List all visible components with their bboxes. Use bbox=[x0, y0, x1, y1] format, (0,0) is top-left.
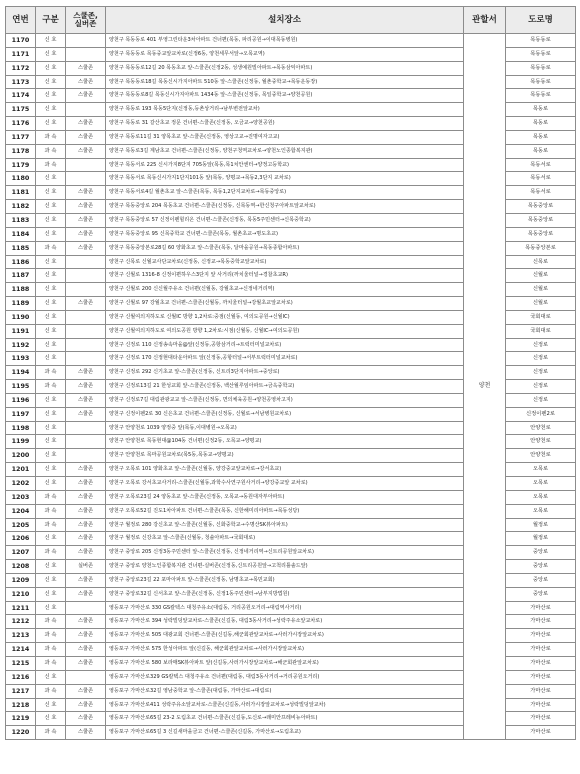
row-road: 안양천로 bbox=[506, 435, 576, 449]
row-scope: 스쿨존 bbox=[66, 130, 106, 144]
row-scope: 스쿨존 bbox=[66, 587, 106, 601]
row-location: 양천구 중앙로32길 신서초교 앞-스쿨존(신정동, 신정1동주민센터→남부지방법원) bbox=[106, 587, 464, 601]
row-id: 1184 bbox=[6, 227, 36, 241]
row-id: 1204 bbox=[6, 504, 36, 518]
row-scope: 스쿨존 bbox=[66, 75, 106, 89]
row-type: 과 속 bbox=[36, 629, 66, 643]
row-road: 목동동로 bbox=[506, 61, 576, 75]
row-location: 영등포구 가마산로 505 대광교회 건너편-스쿨존(신길동,해군회관앞교차로→사러가시장앞교차로) bbox=[106, 629, 464, 643]
row-scope bbox=[66, 421, 106, 435]
row-scope bbox=[66, 283, 106, 297]
row-location: 양천구 오목로52길 진도1차아파트 건너편-스쿨존(목동, 신한해미리아파트→목동성당) bbox=[106, 504, 464, 518]
row-road: 신정이펜2로 bbox=[506, 407, 576, 421]
row-type: 신 호 bbox=[36, 532, 66, 546]
row-scope bbox=[66, 158, 106, 172]
row-road: 가마산로 bbox=[506, 684, 576, 698]
row-road: 월정로 bbox=[506, 532, 576, 546]
row-location: 양천구 목동서로 목동신시가지1단지101동 앞(목동, 양평교→목동2,3단지 교차로) bbox=[106, 172, 464, 186]
row-id: 1213 bbox=[6, 629, 36, 643]
row-scope: 스쿨존 bbox=[66, 186, 106, 200]
row-road: 목동동로 bbox=[506, 89, 576, 103]
header-road: 도로명 bbox=[506, 7, 576, 34]
row-id: 1210 bbox=[6, 587, 36, 601]
row-id: 1196 bbox=[6, 393, 36, 407]
row-location: 양천구 목동동로 목동중교앞교차로(신정6동, 양천세무서앞→오목교역) bbox=[106, 47, 464, 61]
row-id: 1216 bbox=[6, 670, 36, 684]
row-scope: 스쿨존 bbox=[66, 726, 106, 740]
row-location: 양천구 신월로 97 강월초교 건너편-스쿨존(신월동, 까치울터널→강월초교앞교차로) bbox=[106, 297, 464, 311]
row-scope bbox=[66, 172, 106, 186]
row-id: 1212 bbox=[6, 615, 36, 629]
row-road: 가마산로 bbox=[506, 656, 576, 670]
camera-location-table bbox=[5, 6, 576, 740]
row-road: 가마산로 bbox=[506, 726, 576, 740]
row-location: 양천구 목동중앙로 204 목동초교 건너편-스쿨존(신정동, 신목동역→한신청구아파트앞교차로) bbox=[106, 200, 464, 214]
row-scope bbox=[66, 435, 106, 449]
row-type: 과 속 bbox=[36, 158, 66, 172]
row-type: 신 호 bbox=[36, 297, 66, 311]
row-id: 1198 bbox=[6, 421, 36, 435]
row-type: 신 호 bbox=[36, 103, 66, 117]
row-location: 양천구 목동동로 401 부영그린타운3차아파트 건너편(목동, 파리공원→이대목동병원) bbox=[106, 34, 464, 48]
row-scope bbox=[66, 338, 106, 352]
row-location: 양천구 목동로 193 목동5단지(신정동,등촌상거리→남부변전앞교차) bbox=[106, 103, 464, 117]
row-road: 중앙로 bbox=[506, 573, 576, 587]
row-id: 1190 bbox=[6, 310, 36, 324]
row-location: 영등포구 가마산로411 성락주유소앞교차로-스쿨존(신길동,사러가시장앞교차로→성락빌딩앞교차) bbox=[106, 698, 464, 712]
row-scope: 스쿨존 bbox=[66, 463, 106, 477]
row-type: 신 호 bbox=[36, 698, 66, 712]
row-scope bbox=[66, 103, 106, 117]
row-scope: 스쿨존 bbox=[66, 227, 106, 241]
row-location: 양천구 목동중앙로 95 신목중학교 건너편-스쿨존(목동, 월촌초교→명도초교) bbox=[106, 227, 464, 241]
row-scope: 실버존 bbox=[66, 560, 106, 574]
row-scope bbox=[66, 324, 106, 338]
row-id: 1220 bbox=[6, 726, 36, 740]
row-scope: 스쿨존 bbox=[66, 380, 106, 394]
row-id: 1211 bbox=[6, 601, 36, 615]
row-road: 목동중앙로 bbox=[506, 227, 576, 241]
row-scope bbox=[66, 601, 106, 615]
row-location: 양천구 오목로23길 24 양동초교 앞-스쿨존(신정동, 오목교→동원대자부아파트) bbox=[106, 490, 464, 504]
row-road: 목동서로 bbox=[506, 172, 576, 186]
row-type: 신 호 bbox=[36, 200, 66, 214]
row-type: 신 호 bbox=[36, 117, 66, 131]
row-road: 신정로 bbox=[506, 393, 576, 407]
row-location: 양천구 중앙로23길 22 포마아파트 앞-스쿨존(신정동, 남명초교→목민교회) bbox=[106, 573, 464, 587]
row-id: 1180 bbox=[6, 172, 36, 186]
row-type: 신 호 bbox=[36, 670, 66, 684]
row-road: 오목로 bbox=[506, 463, 576, 477]
row-type: 신 호 bbox=[36, 435, 66, 449]
row-location: 양천구 신월여의지하도로 신월IC 방향 1,2차로:중점(신월동, 여의도공원→신월IC) bbox=[106, 310, 464, 324]
row-type: 신 호 bbox=[36, 560, 66, 574]
row-id: 1193 bbox=[6, 352, 36, 366]
row-id: 1206 bbox=[6, 532, 36, 546]
row-scope: 스쿨존 bbox=[66, 213, 106, 227]
row-id: 1178 bbox=[6, 144, 36, 158]
header-id: 연번 bbox=[6, 7, 36, 34]
row-type: 신 호 bbox=[36, 573, 66, 587]
row-id: 1205 bbox=[6, 518, 36, 532]
row-location: 영등포구 가마산로65길 23-2 도림초교 건너편-스쿨존(신길동,도신로→래미안프레비뉴아파트) bbox=[106, 712, 464, 726]
row-type: 신 호 bbox=[36, 186, 66, 200]
row-id: 1191 bbox=[6, 324, 36, 338]
row-type: 신 호 bbox=[36, 352, 66, 366]
row-type: 신 호 bbox=[36, 463, 66, 477]
row-type: 신 호 bbox=[36, 61, 66, 75]
row-road: 목동서로 bbox=[506, 186, 576, 200]
row-location: 양천구 목동동로12길 20 목동초교 앞-스쿨존(신정2동, 성생예원빌아파트→목동삼익아파트) bbox=[106, 61, 464, 75]
row-location: 양천구 오목로 강서초교사거리-스쿨존(신월동,과학수사연구원사거리→양강중교앞 교차로) bbox=[106, 477, 464, 491]
row-id: 1171 bbox=[6, 47, 36, 61]
row-scope: 스쿨존 bbox=[66, 117, 106, 131]
row-type: 과 속 bbox=[36, 144, 66, 158]
row-id: 1179 bbox=[6, 158, 36, 172]
row-scope: 스쿨존 bbox=[66, 656, 106, 670]
row-id: 1219 bbox=[6, 712, 36, 726]
row-location: 양천구 신월로 1316-8 신정이편하우스3단지 앞 사거리(까치울터널→경찰초교R) bbox=[106, 269, 464, 283]
row-id: 1174 bbox=[6, 89, 36, 103]
header-location: 설치장소 bbox=[106, 7, 464, 34]
row-id: 1176 bbox=[6, 117, 36, 131]
row-id: 1187 bbox=[6, 269, 36, 283]
row-location: 양천구 중앙로 양천노인종합복지관 건너편-실버존(신정동,신트리공원앞→고척리틀솔드앞) bbox=[106, 560, 464, 574]
row-scope: 스쿨존 bbox=[66, 393, 106, 407]
row-id: 1172 bbox=[6, 61, 36, 75]
row-scope: 스쿨존 bbox=[66, 615, 106, 629]
row-id: 1177 bbox=[6, 130, 36, 144]
row-type: 신 호 bbox=[36, 227, 66, 241]
office-cell: 양천 bbox=[464, 34, 506, 740]
row-location: 영등포구 가마산로 394 성락빌딩앞교차로-스쿨존(신길동, 대림3동사거리→성락주유소앞교차로) bbox=[106, 615, 464, 629]
row-type: 과 속 bbox=[36, 130, 66, 144]
row-road: 중앙로 bbox=[506, 587, 576, 601]
row-type: 신 호 bbox=[36, 324, 66, 338]
header-scope: 스쿨존, 실버존 bbox=[66, 7, 106, 34]
row-location: 양천구 안양천로 목동현대@104동 건너편(신정2동, 오목교→양평교) bbox=[106, 435, 464, 449]
row-type: 신 호 bbox=[36, 89, 66, 103]
row-id: 1185 bbox=[6, 241, 36, 255]
row-location: 양천구 안양천로 1039 양정중 앞(목동,이대병원→오목교) bbox=[106, 421, 464, 435]
row-scope: 스쿨존 bbox=[66, 61, 106, 75]
row-location: 양천구 오목로 101 양화초교 앞-스쿨존(신월동, 양강중교앞교차로→강서초교) bbox=[106, 463, 464, 477]
row-type: 신 호 bbox=[36, 338, 66, 352]
row-type: 신 호 bbox=[36, 601, 66, 615]
row-road: 안양천로 bbox=[506, 421, 576, 435]
header-office: 관할서 bbox=[464, 7, 506, 34]
row-scope: 스쿨존 bbox=[66, 144, 106, 158]
row-road: 목동동로 bbox=[506, 47, 576, 61]
row-road: 가마산로 bbox=[506, 712, 576, 726]
row-location: 양천구 목동동로8길 목동신시가지아파트 1434동 앞-스쿨존(신정동, 목일중학교→양천공원) bbox=[106, 89, 464, 103]
row-type: 과 속 bbox=[36, 490, 66, 504]
row-type: 신 호 bbox=[36, 47, 66, 61]
row-id: 1181 bbox=[6, 186, 36, 200]
row-id: 1194 bbox=[6, 366, 36, 380]
row-road: 가마산로 bbox=[506, 629, 576, 643]
row-scope: 스쿨존 bbox=[66, 490, 106, 504]
row-type: 과 속 bbox=[36, 366, 66, 380]
row-location: 양천구 목동로3길 계남초교 건너편-스쿨존(신정동, 양천구청역교차로→양천노인종합복지관) bbox=[106, 144, 464, 158]
row-road: 신월로 bbox=[506, 269, 576, 283]
row-road: 가마산로 bbox=[506, 670, 576, 684]
row-id: 1218 bbox=[6, 698, 36, 712]
row-id: 1214 bbox=[6, 643, 36, 657]
row-road: 신월로 bbox=[506, 283, 576, 297]
row-id: 1175 bbox=[6, 103, 36, 117]
row-location: 영등포구 가마산로 575 한성아파트 앞(신길동, 해군회관앞교차로→사러가시장앞교차로) bbox=[106, 643, 464, 657]
row-id: 1203 bbox=[6, 490, 36, 504]
row-road: 신정로 bbox=[506, 366, 576, 380]
row-type: 과 속 bbox=[36, 380, 66, 394]
row-road: 가마산로 bbox=[506, 698, 576, 712]
row-type: 과 속 bbox=[36, 684, 66, 698]
row-scope: 스쿨존 bbox=[66, 684, 106, 698]
row-type: 신 호 bbox=[36, 407, 66, 421]
row-type: 신 호 bbox=[36, 255, 66, 269]
row-road: 신월로 bbox=[506, 297, 576, 311]
row-scope: 스쿨존 bbox=[66, 573, 106, 587]
row-location: 영등포구 가마산로 330 GS칼텍스 대청주유소(대림동, 거리공원오거리→대림역사거리) bbox=[106, 601, 464, 615]
row-id: 1183 bbox=[6, 213, 36, 227]
table-body bbox=[6, 34, 576, 740]
row-type: 신 호 bbox=[36, 283, 66, 297]
row-road: 목동중앙로 bbox=[506, 200, 576, 214]
row-scope bbox=[66, 352, 106, 366]
row-road: 목동로 bbox=[506, 117, 576, 131]
row-scope: 스쿨존 bbox=[66, 407, 106, 421]
row-road: 국회대로 bbox=[506, 310, 576, 324]
row-scope: 스쿨존 bbox=[66, 712, 106, 726]
row-type: 신 호 bbox=[36, 477, 66, 491]
row-road: 오목로 bbox=[506, 477, 576, 491]
row-road: 목동중앙본로 bbox=[506, 241, 576, 255]
row-id: 1202 bbox=[6, 477, 36, 491]
row-scope: 스쿨존 bbox=[66, 643, 106, 657]
row-location: 양천구 신정로7길 대림관광교교 앞-스쿨존(신정동, 면의체육공원→양천공영차고지) bbox=[106, 393, 464, 407]
row-scope bbox=[66, 449, 106, 463]
row-location: 영등포구 가마산로65길 3 신길새마을금고 건너편-스쿨존(신길동, 가마산로→도림초교) bbox=[106, 726, 464, 740]
row-location: 양천구 안양천로 목마공원교차로(목5동,목동교→양평교) bbox=[106, 449, 464, 463]
table-row bbox=[6, 34, 576, 48]
row-type: 신 호 bbox=[36, 587, 66, 601]
row-road: 중앙로 bbox=[506, 560, 576, 574]
row-id: 1207 bbox=[6, 546, 36, 560]
row-road: 목동로 bbox=[506, 103, 576, 117]
row-road: 신정로 bbox=[506, 352, 576, 366]
row-location: 양천구 신목로 신월교사단교차로(신정동, 신정교→목동중학교앞교차로) bbox=[106, 255, 464, 269]
row-scope: 스쿨존 bbox=[66, 477, 106, 491]
row-scope bbox=[66, 670, 106, 684]
row-id: 1189 bbox=[6, 297, 36, 311]
header-type: 구분 bbox=[36, 7, 66, 34]
row-scope: 스쿨존 bbox=[66, 89, 106, 103]
row-type: 과 속 bbox=[36, 643, 66, 657]
row-scope: 스쿨존 bbox=[66, 200, 106, 214]
row-id: 1195 bbox=[6, 380, 36, 394]
row-road: 목동동로 bbox=[506, 34, 576, 48]
row-road: 오목로 bbox=[506, 490, 576, 504]
row-id: 1208 bbox=[6, 560, 36, 574]
row-type: 신 호 bbox=[36, 712, 66, 726]
row-scope bbox=[66, 255, 106, 269]
row-location: 양천구 목동로 31 갈산초교 정문 건너편-스쿨존(신정동, 오금교→양천공원) bbox=[106, 117, 464, 131]
row-id: 1182 bbox=[6, 200, 36, 214]
row-location: 양천구 월정로 280 강신초교 앞-스쿨존(신월동, 신화중학교→수명산SK뷰아파트) bbox=[106, 518, 464, 532]
row-type: 과 속 bbox=[36, 546, 66, 560]
row-id: 1192 bbox=[6, 338, 36, 352]
row-scope bbox=[66, 47, 106, 61]
row-scope bbox=[66, 34, 106, 48]
row-id: 1201 bbox=[6, 463, 36, 477]
row-road: 가마산로 bbox=[506, 601, 576, 615]
row-road: 중앙로 bbox=[506, 546, 576, 560]
row-road: 월정로 bbox=[506, 518, 576, 532]
row-type: 과 속 bbox=[36, 241, 66, 255]
row-id: 1197 bbox=[6, 407, 36, 421]
row-location: 양천구 월정로 신강초교 앞-스쿨존(신월동, 청솔아파트→국회대로) bbox=[106, 532, 464, 546]
row-type: 신 호 bbox=[36, 449, 66, 463]
row-location: 양천구 목동중앙로 57 신정이펜힐리온 건너편-스쿨존(신정동, 목동5주민센터→신목중학교) bbox=[106, 213, 464, 227]
row-road: 오목로 bbox=[506, 504, 576, 518]
row-scope: 스쿨존 bbox=[66, 297, 106, 311]
row-id: 1170 bbox=[6, 34, 36, 48]
row-location: 양천구 신정로13길 21 한성교회 앞-스쿨존(신정동, 백산월루임아파트→금옥중학교) bbox=[106, 380, 464, 394]
row-type: 과 속 bbox=[36, 518, 66, 532]
row-type: 신 호 bbox=[36, 393, 66, 407]
row-location: 양천구 신월로 200 신신월주유소 건너편(신월동, 강월초교→신정네거리역) bbox=[106, 283, 464, 297]
row-road: 가마산로 bbox=[506, 615, 576, 629]
row-type: 신 호 bbox=[36, 213, 66, 227]
row-road: 목동중앙로 bbox=[506, 213, 576, 227]
row-type: 과 속 bbox=[36, 656, 66, 670]
table-header-row bbox=[6, 7, 576, 34]
row-road: 가마산로 bbox=[506, 643, 576, 657]
row-scope bbox=[66, 310, 106, 324]
row-road: 신목로 bbox=[506, 255, 576, 269]
row-location: 양천구 목동중앙본로28길 60 양화초교 앞-스쿨존(목동, 달마을공원→목동종합아파트) bbox=[106, 241, 464, 255]
row-id: 1209 bbox=[6, 573, 36, 587]
row-type: 신 호 bbox=[36, 34, 66, 48]
row-scope: 스쿨존 bbox=[66, 241, 106, 255]
row-location: 양천구 목동서로 225 신시가지8단지 705동앞(목동,목1치안센터→양정고등학교) bbox=[106, 158, 464, 172]
row-road: 신정로 bbox=[506, 380, 576, 394]
row-road: 목동로 bbox=[506, 144, 576, 158]
row-type: 신 호 bbox=[36, 75, 66, 89]
row-type: 과 속 bbox=[36, 615, 66, 629]
row-scope: 스쿨존 bbox=[66, 518, 106, 532]
row-scope: 스쿨존 bbox=[66, 366, 106, 380]
row-location: 양천구 신정로 292 신기초교 앞-스쿨존(신정동, 신트리3단지아파트→중앙로) bbox=[106, 366, 464, 380]
row-location: 양천구 중앙로 205 신정3동주민센터 앞-스쿨존(신정동, 신정네거리역→신트리공원앞교차로) bbox=[106, 546, 464, 560]
camera-location-table-page bbox=[5, 6, 575, 740]
row-location: 영등포구 가마산로 580 보라매SK뷰아파트 앞(신길동,사러가시장앞교차로→해군회관앞교차로) bbox=[106, 656, 464, 670]
row-id: 1188 bbox=[6, 283, 36, 297]
row-id: 1173 bbox=[6, 75, 36, 89]
row-road: 목동동로 bbox=[506, 75, 576, 89]
row-road: 신정로 bbox=[506, 338, 576, 352]
row-road: 안양천로 bbox=[506, 449, 576, 463]
row-scope: 스쿨존 bbox=[66, 629, 106, 643]
row-location: 양천구 신월여의지하도로 여의도공원 방향 1,2차로:시점(신월동, 신월IC→여의도공원) bbox=[106, 324, 464, 338]
row-id: 1217 bbox=[6, 684, 36, 698]
row-location: 영등포구 가마산로32길 영남중학교 앞-스쿨존(대림동, 가마산로→대림로) bbox=[106, 684, 464, 698]
row-scope: 스쿨존 bbox=[66, 532, 106, 546]
row-location: 양천구 목동동로18길 목동신시가지아파트 510동 앞-스쿨존(신정동, 월촌중학교→목동운동장) bbox=[106, 75, 464, 89]
row-location: 양천구 신정로 110 신정송속마을@앞(신정동,공항삼거리→트럭터미널교차로) bbox=[106, 338, 464, 352]
row-location: 양천구 신정로 170 신정현대타운아파트 앞(신정동,공항터널→서부트럭터미널교차로) bbox=[106, 352, 464, 366]
row-type: 과 속 bbox=[36, 726, 66, 740]
row-road: 국회대로 bbox=[506, 324, 576, 338]
row-type: 신 호 bbox=[36, 421, 66, 435]
row-type: 신 호 bbox=[36, 310, 66, 324]
row-scope: 스쿨존 bbox=[66, 698, 106, 712]
row-scope: 스쿨존 bbox=[66, 504, 106, 518]
row-location: 양천구 목동서로4길 월촌초교 앞-스쿨존(목동, 목동1,2단지교차로→목동중앙로) bbox=[106, 186, 464, 200]
row-road: 목동서로 bbox=[506, 158, 576, 172]
row-location: 양천구 신정이펜2로 30 신은초교 건너편-스쿨존(신정동, 신월로→서남병원교차로) bbox=[106, 407, 464, 421]
row-location: 양천구 목동로11길 31 양목초교 앞-스쿨존(신정동, 영상고교→진명여자고교) bbox=[106, 130, 464, 144]
row-id: 1200 bbox=[6, 449, 36, 463]
row-type: 과 속 bbox=[36, 504, 66, 518]
row-scope bbox=[66, 269, 106, 283]
row-road: 목동로 bbox=[506, 130, 576, 144]
row-type: 신 호 bbox=[36, 269, 66, 283]
row-id: 1186 bbox=[6, 255, 36, 269]
row-type: 신 호 bbox=[36, 172, 66, 186]
row-id: 1199 bbox=[6, 435, 36, 449]
row-location: 영등포구 가마산로329 GS칼텍스 대청주유소 건너편(대림동, 대림3동사거리→거리공원오거리) bbox=[106, 670, 464, 684]
row-scope: 스쿨존 bbox=[66, 546, 106, 560]
row-id: 1215 bbox=[6, 656, 36, 670]
